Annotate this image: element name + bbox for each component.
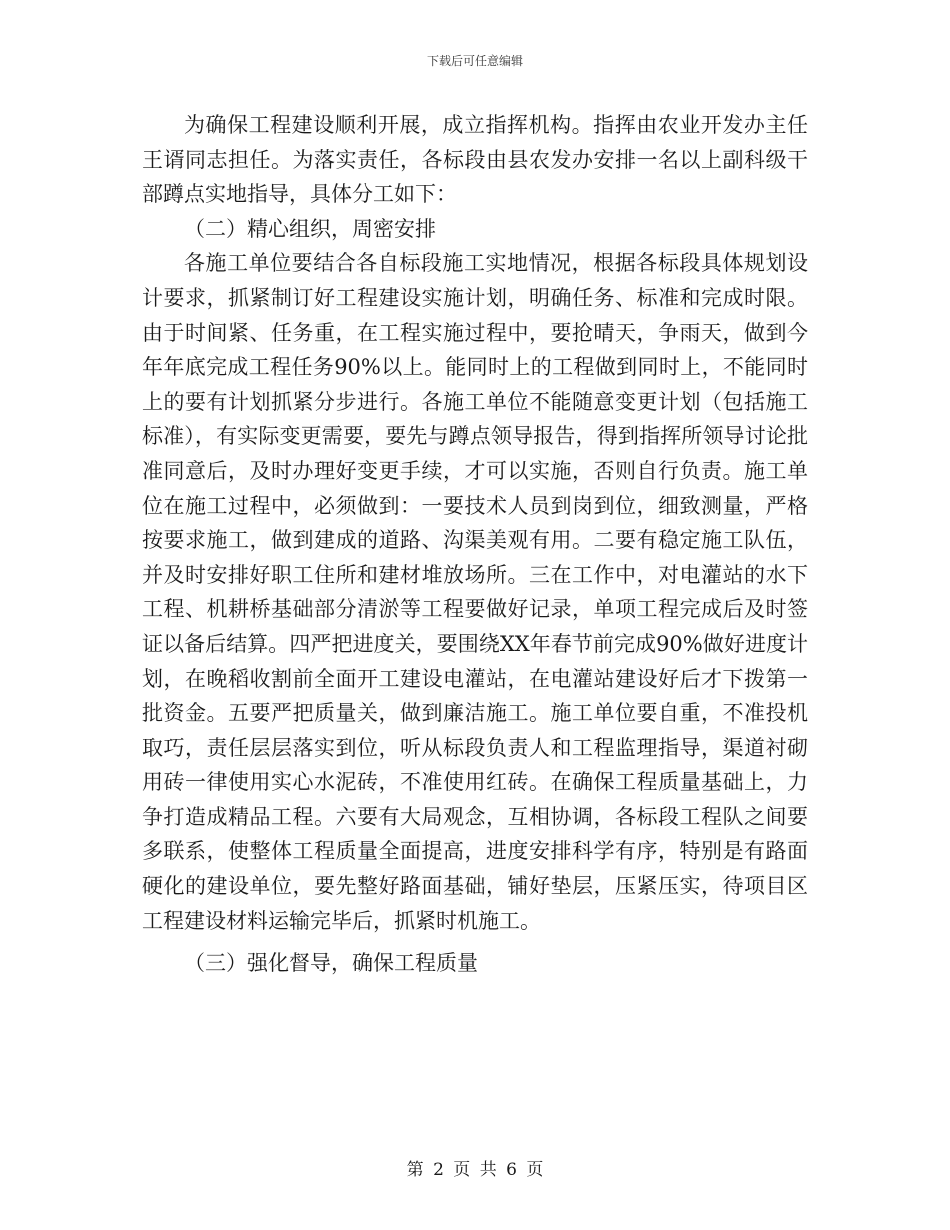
section-heading-3: （三）强化督导，确保工程质量 — [184, 951, 478, 976]
document-body — [142, 108, 808, 981]
section-heading-2: （二）精心组织，周密安排 — [184, 216, 436, 241]
page-number: 第 2 页 共 6 页 — [406, 1160, 544, 1180]
paragraph-organization: 各施工单位要结合各自标段施工实地情况，根据各标段具体规划设计要求，抓紧制订好工程建设实施计划，明确任务、标准和完成时限。由于时间紧、任务重，在工程实施过程中，要抢晴天，争雨天，做到今年年底完成工程任务90%以上。能同时上的工程做到同时上，不能同时上的要有计划抓紧分步进行。各施工单位不能随意变更计划（包括施工标准），有实际变更需要，要先与蹲点领导报告，得到指挥所领导讨论批准同意后，及时办理好变更手续，才可以实施，否则自行负责。施工单位在施工过程中，必须做到：一要技术人员到岗到位，细致测量，严格按要求施工，做到建成的道路、沟渠美观有用。二要有稳定施工队伍，并及时安排好职工住所和建材堆放场所。三在工作中，对电灌站的水下工程、机耕桥基础部分清淤等工程要做好记录，单项工程完成后及时签证以备后结算。四严把进度关，要围绕XX年春节前完成90%做好进度计划，在晚稻收割前全面开工建设电灌站，在电灌站建设好后才下拨第一批资金。五要严把质量关，做到廉洁施工。施工单位要自重，不准投机取巧，责任层层落实到位，听从标段负责人和工程监理指导，渠道衬砌用砖一律使用实心水泥砖，不准使用红砖。在确保工程质量基础上，力争打造成精品工程。六要有大局观念，互相协调，各标段工程队之间要多联系，使整体工程质量全面提高，进度安排科学有序，特别是有路面硬化的建设单位，要先整好路面基础，铺好垫层，压紧压实，待项目区工程建设材料运输完毕后，抓紧时机施工。 — [142, 251, 808, 933]
page-header: 下载后可任意编辑 — [426, 54, 523, 68]
paragraph-command-structure: 为确保工程建设顺利开展，成立指挥机构。指挥由农业开发办主任王谞同志担任。为落实责任，各标段由县农发办安排一名以上副科级干部蹲点实地指导，具体分工如下： — [142, 113, 808, 207]
